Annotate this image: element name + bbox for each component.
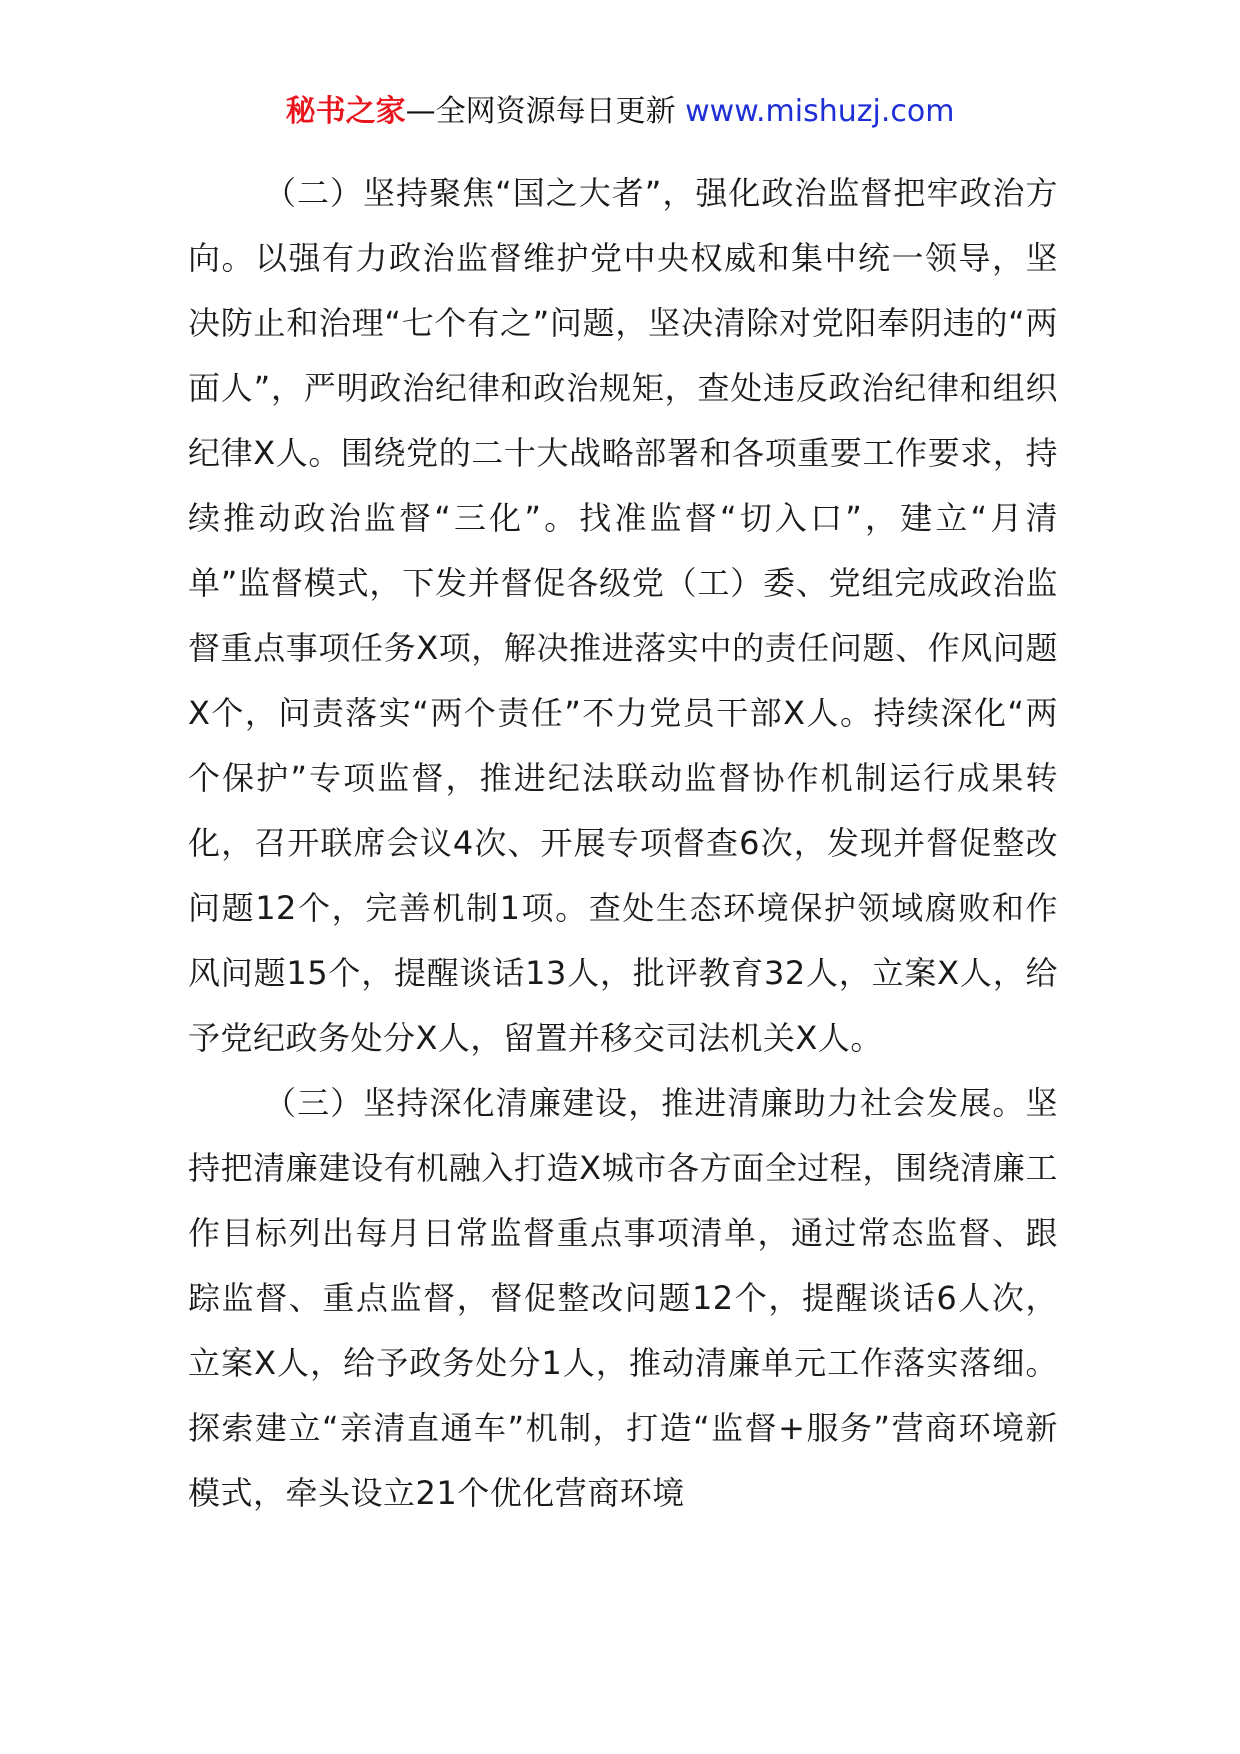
header-url-link[interactable]: www.mishuzj.com — [685, 94, 955, 129]
page-header — [0, 92, 1240, 132]
brand-name: 秘书之家 — [285, 94, 406, 129]
paragraph: （三）坚持深化清廉建设，推进清廉助力社会发展。坚持把清廉建设有机融入打造X城市各方面全过程，围绕清廉工作目标列出每月日常监督重点事项清单，通过常态监督、跟踪监督、重点监督，督促整改问题12个，提醒谈话6人次，立案X人，给予政务处分1人，推动清廉单元工作落实落细。探索建立“亲清直通车”机制，打造“监督+服务”营商环境新模式，牵头设立21个优化营商环境 — [188, 1084, 1058, 1512]
paragraph: （二）坚持聚焦“国之大者”，强化政治监督把牢政治方向。以强有力政治监督维护党中央权威和集中统一领导，坚决防止和治理“七个有之”问题，坚决清除对党阳奉阴违的“两面人”，严明政治纪律和政治规矩，查处违反政治纪律和组织纪律X人。围绕党的二十大战略部署和各项重要工作要求，持续推动政治监督“三化”。找准监督“切入口”，建立“月清单”监督模式，下发并督促各级党（工）委、党组完成政治监督重点事项任务X项，解决推进落实中的责任问题、作风问题X个，问责落实“两个责任”不力党员干部X人。持续深化“两个保护”专项监督，推进纪法联动监督协作机制运行成果转化，召开联席会议4次、开展专项督查6次，发现并督促整改问题12个，完善机制1项。查处生态环境保护领域腐败和作风问题15个，提醒谈话13人，批评教育32人，立案X人，给予党纪政务处分X人，留置并移交司法机关X人。 — [188, 174, 1058, 1057]
header-tagline: —全网资源每日更新 — [405, 94, 686, 129]
document-body — [188, 161, 1058, 1526]
